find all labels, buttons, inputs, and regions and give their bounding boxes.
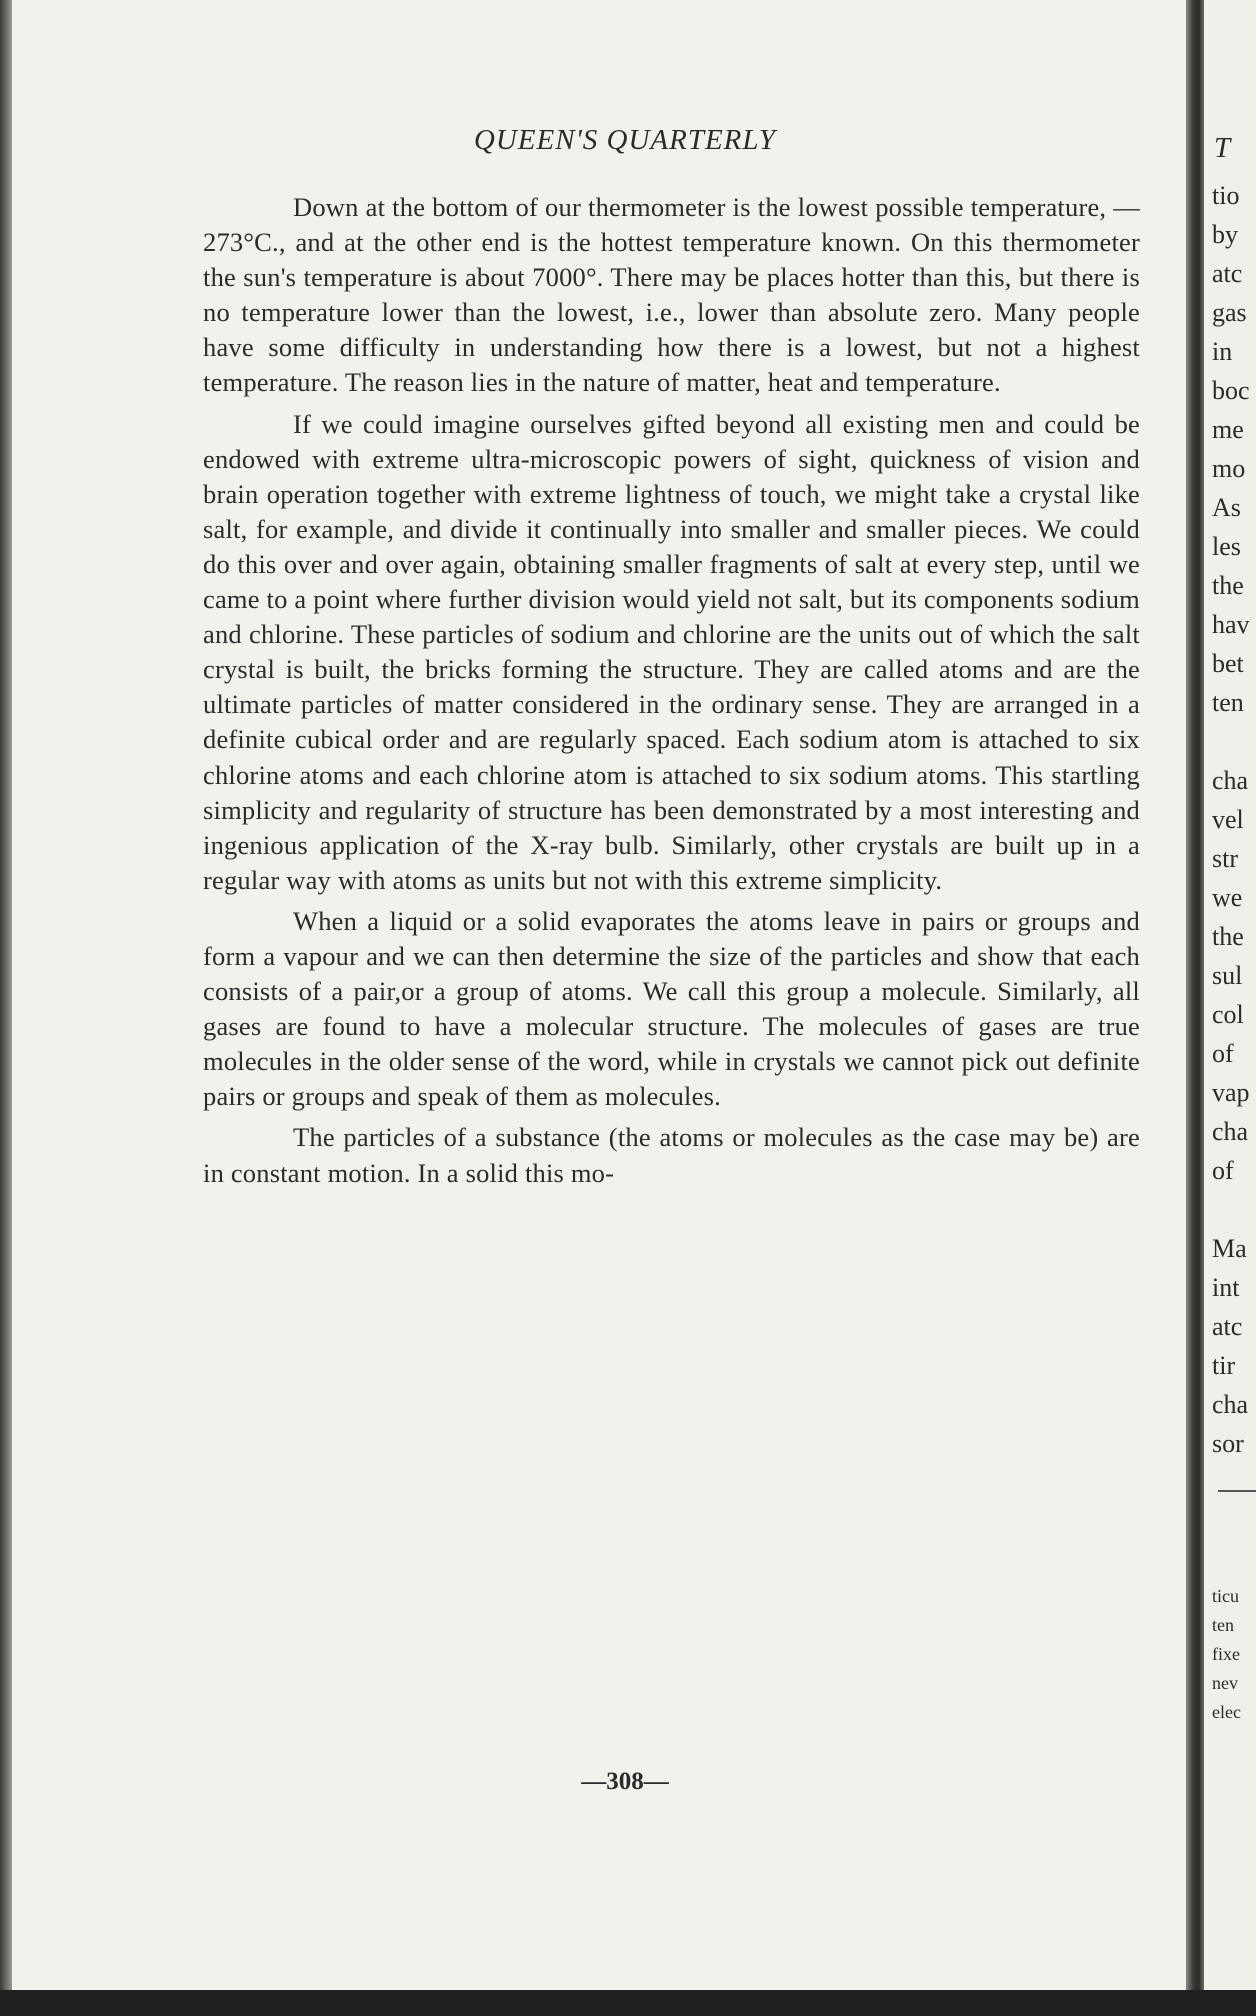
paragraph-1: Down at the bottom of our thermometer is the lowest possible temperature, —273°C., and at the other end is the hottest temperature known. On this thermometer the sun's temperature is about 7000°. There may be places hotter than this, but there is no temperature lower than the lowest, i.e., lower than absolute zero. Many people have some difficulty in understanding how there is a lowest, but not a highest temperature. The reason lies in the nature of matter, heat and temperature. (203, 192, 1140, 398)
facing-page (1204, 0, 1256, 1990)
book-gutter (1186, 0, 1204, 2016)
facing-page-footnote-line: nev (1212, 1673, 1238, 1693)
facing-page-line (1212, 722, 1256, 761)
paragraph-4: The particles of a substance (the atoms or molecules as the case may be) are in constant motion. In a solid this mo- (203, 1122, 1140, 1188)
facing-page-line: As (1212, 493, 1241, 522)
facing-page-line: sul (1212, 961, 1243, 990)
body-text (203, 190, 1140, 1191)
facing-page-line: cha (1212, 1117, 1249, 1146)
facing-page-line: gas (1212, 298, 1247, 327)
facing-page-line: vel (1212, 805, 1244, 834)
facing-page-footnote (1212, 1582, 1241, 1727)
facing-page-line: mo (1212, 454, 1246, 483)
facing-page-line: cha (1212, 766, 1249, 795)
facing-page-footnote-line: fixe (1212, 1644, 1240, 1664)
facing-page-line: atc (1212, 1312, 1243, 1341)
facing-page-line: les (1212, 532, 1241, 561)
facing-page-line: in (1212, 337, 1233, 366)
facing-page-line: sor (1212, 1429, 1244, 1458)
facing-page-footnote-line: elec (1212, 1702, 1241, 1722)
scan-bottom-edge (0, 1990, 1256, 2016)
facing-page-line: tio (1212, 181, 1240, 210)
running-head: QUEEN'S QUARTERLY (473, 124, 777, 156)
facing-page-line (1212, 1190, 1256, 1229)
paragraph-3: When a liquid or a solid evaporates the atoms leave in pairs or groups and form a vapour and we can then determine the size of the particles and show that each consists of a pair,or a group of atoms. We call this group a molecule. Similarly, all gases are found to have a molecular structure. The molecules of gases are true molecules in the older sense of the word, while in crystals we cannot pick out definite pairs or groups and speak of them as molecules. (203, 905, 1140, 1112)
facing-page-line: atc (1212, 259, 1243, 288)
facing-page-line: the (1212, 922, 1244, 951)
facing-page-line: tir (1212, 1351, 1236, 1380)
left-scan-edge (0, 0, 12, 2016)
footnote-rule (1218, 1490, 1256, 1492)
paragraph-2: If we could imagine ourselves gifted beyond all existing men and could be endowed with extreme ultra-microscopic powers of sight, quickness of vision and brain operation together with extreme lightness of touch, we might take a crystal like salt, for example, and divide it continually into smaller and smaller pieces. We could do this over and over again, obtaining smaller fragments of salt at every step, until we came to a point where further division would yield not salt, but its components sodium and chlorine. These particles of sodium and chlorine are the units out of which the salt crystal is built, the bricks forming the structure. They are called atoms and are the ultimate particles of matter considered in the ordinary sense. They are arranged in a definite cubical order and are regularly spaced. Each sodium atom is attached to six chlorine atoms and each chlorine atom is attached to six sodium atoms. This startling simplicity and regularity of structure has been demonstrated by a most interesting and ingenious application of the X-ray bulb. Similarly, other crystals are built up in a regular way with atoms as units but not with this extreme simplicity. (203, 408, 1140, 895)
facing-page-line: me (1212, 415, 1244, 444)
facing-page-head: T (1214, 132, 1231, 164)
facing-page-line: cha (1212, 1390, 1249, 1419)
facing-page-line: int (1212, 1273, 1240, 1302)
facing-page-text (1212, 176, 1256, 1463)
facing-page-footnote-line: ticu (1212, 1586, 1239, 1606)
facing-page-line: bet (1212, 649, 1244, 678)
facing-page-footnote-line: ten (1212, 1615, 1234, 1635)
facing-page-line: vap (1212, 1078, 1250, 1107)
facing-page-line: Ma (1212, 1234, 1247, 1263)
facing-page-line: by (1212, 220, 1238, 249)
page-number: —308— (581, 1768, 669, 1795)
facing-page-line: str (1212, 844, 1238, 873)
facing-page-line: hav (1212, 610, 1250, 639)
facing-page-line: boc (1212, 376, 1250, 405)
facing-page-line: of (1212, 1156, 1234, 1185)
facing-page-line: of (1212, 1039, 1234, 1068)
facing-page-line: col (1212, 1000, 1244, 1029)
facing-page-line: we (1212, 883, 1243, 912)
facing-page-line: the (1212, 571, 1244, 600)
facing-page-line: ten (1212, 688, 1244, 717)
